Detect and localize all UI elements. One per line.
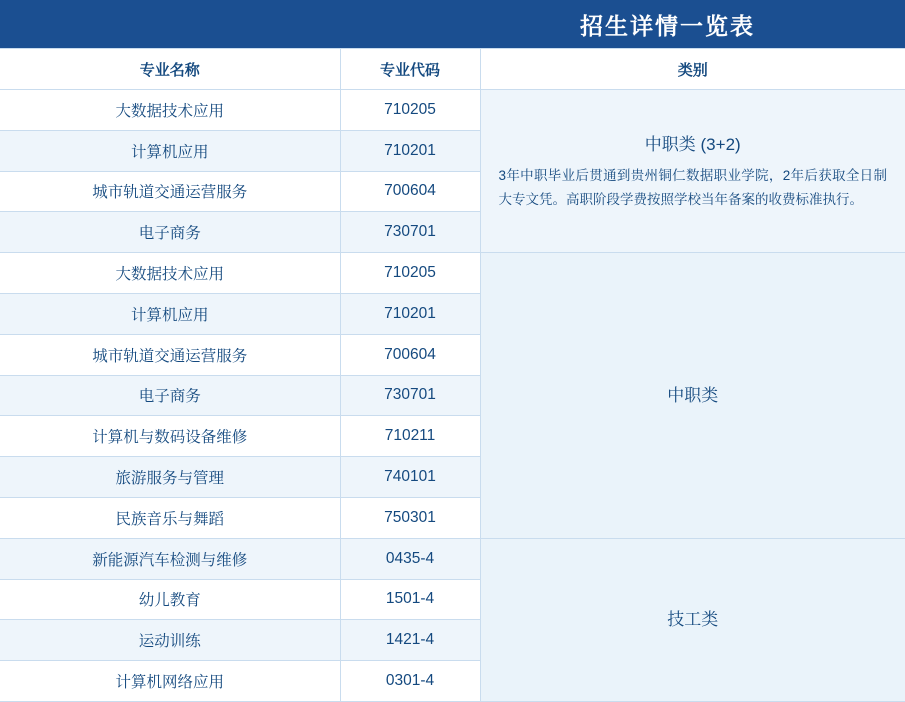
cell-category-group-2 [480, 253, 905, 539]
cell-major-code: 710211 [340, 416, 480, 457]
table-row [0, 538, 905, 579]
column-header-major-code: 专业代码 [340, 49, 480, 90]
cell-category-group-1 [480, 90, 905, 253]
cell-major-code: 0301-4 [340, 661, 480, 702]
cell-major-name: 运动训练 [0, 620, 340, 661]
cell-major-name: 电子商务 [0, 375, 340, 416]
cell-major-name: 计算机应用 [0, 130, 340, 171]
table-header-row [0, 49, 905, 90]
table-row [0, 90, 905, 131]
column-header-major-name: 专业名称 [0, 49, 340, 90]
cell-major-code: 700604 [340, 334, 480, 375]
cell-major-name: 大数据技术应用 [0, 90, 340, 131]
cell-major-code: 730701 [340, 212, 480, 253]
cell-major-name: 民族音乐与舞蹈 [0, 497, 340, 538]
cell-major-name: 计算机应用 [0, 293, 340, 334]
cell-major-name: 城市轨道交通运营服务 [0, 334, 340, 375]
cell-major-name: 城市轨道交通运营服务 [0, 171, 340, 212]
cell-major-code: 730701 [340, 375, 480, 416]
category-note: 3年中职毕业后贯通到贵州铜仁数据职业学院，2年后获取全日制大专文凭。高职阶段学费按照学校当年备案的收费标准执行。 [498, 168, 887, 207]
cell-major-code: 750301 [340, 497, 480, 538]
cell-major-name: 新能源汽车检测与维修 [0, 538, 340, 579]
category-label: 中职类 (3+2) [644, 134, 741, 154]
cell-major-name: 幼儿教育 [0, 579, 340, 620]
cell-major-code: 0435-4 [340, 538, 480, 579]
page-title: 招生详情一览表 [580, 12, 755, 39]
table-header [0, 49, 905, 90]
cell-major-code: 710201 [340, 130, 480, 171]
title-bar [0, 0, 905, 48]
cell-major-name: 大数据技术应用 [0, 253, 340, 294]
cell-major-name: 计算机网络应用 [0, 661, 340, 702]
column-header-category: 类别 [480, 49, 905, 90]
admission-table [0, 48, 905, 702]
cell-major-name: 计算机与数码设备维修 [0, 416, 340, 457]
category-label: 中职类 [667, 385, 719, 405]
cell-major-name: 电子商务 [0, 212, 340, 253]
cell-major-code: 710205 [340, 253, 480, 294]
table-row [0, 253, 905, 294]
category-label: 技工类 [667, 610, 719, 630]
table-body [0, 90, 905, 702]
cell-major-code: 740101 [340, 457, 480, 498]
cell-category-group-3 [480, 538, 905, 701]
cell-major-code: 700604 [340, 171, 480, 212]
cell-major-name: 旅游服务与管理 [0, 457, 340, 498]
cell-major-code: 1501-4 [340, 579, 480, 620]
cell-major-code: 710205 [340, 90, 480, 131]
cell-major-code: 1421-4 [340, 620, 480, 661]
cell-major-code: 710201 [340, 293, 480, 334]
